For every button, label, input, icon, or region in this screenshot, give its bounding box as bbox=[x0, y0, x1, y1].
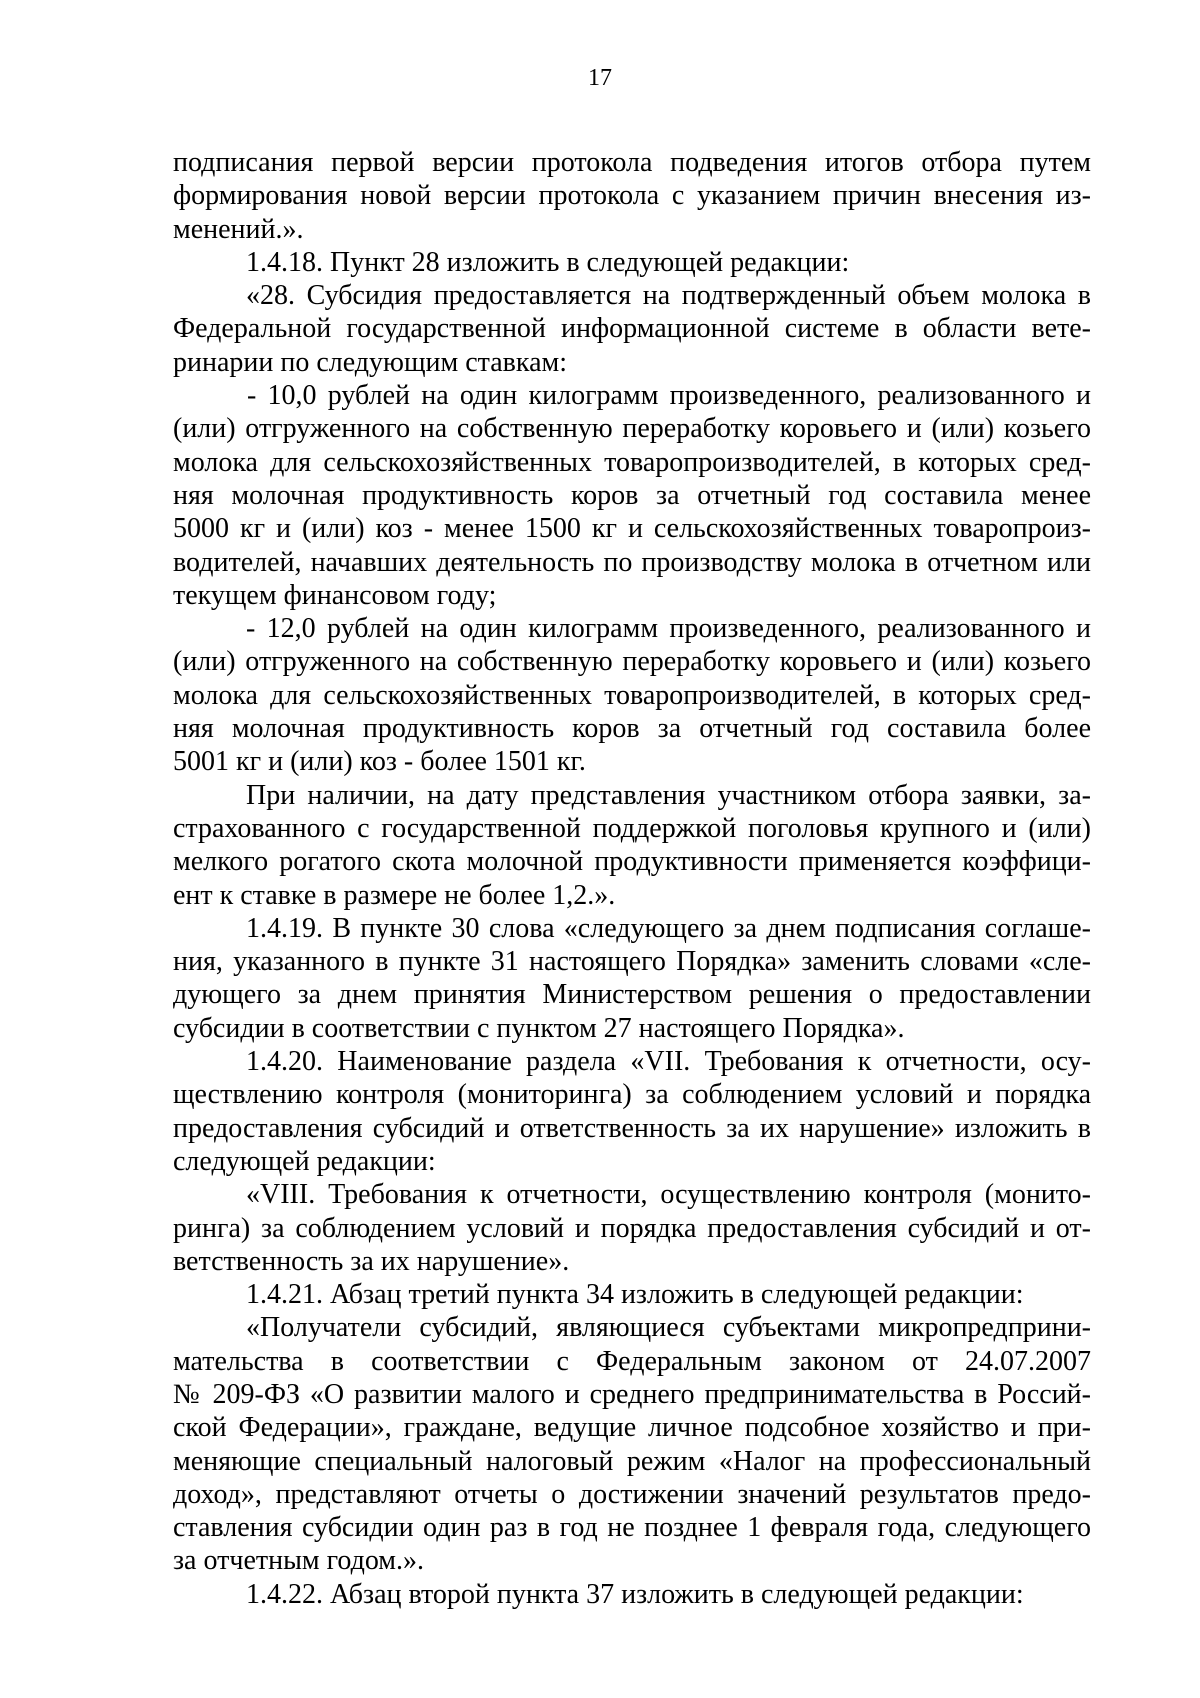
text-line: ент к ставке в размере не более 1,2.». bbox=[173, 879, 616, 911]
text-line: молока для сельскохозяйственных товаропроизводителей, в которых сред- bbox=[173, 679, 1091, 711]
text-line: ния, указанного в пункте 31 настоящего Порядка» заменить словами «сле- bbox=[173, 946, 1091, 978]
text-line: ществлению контроля (мониторинга) за соблюдением условий и порядка bbox=[173, 1079, 1091, 1111]
text-line: подписания первой версии протокола подведения итогов отбора путем bbox=[173, 147, 1091, 178]
text-line: предоставления субсидий и ответственность за их нарушение» изложить в bbox=[173, 1112, 1091, 1144]
text-line: - 12,0 рублей на один килограмм произведенного, реализованного и bbox=[246, 613, 1091, 645]
text-line: 1.4.21. Абзац третий пункта 34 изложить в следующей редакции: bbox=[246, 1279, 1024, 1311]
document-body bbox=[173, 146, 1091, 1611]
text-line: менений.». bbox=[173, 213, 304, 245]
text-line: ставления субсидии один раз в год не позднее 1 февраля года, следующего bbox=[173, 1512, 1091, 1544]
text-line: страхованного с государственной поддержкой поголовья крупного и (или) bbox=[173, 812, 1091, 844]
text-line: 5001 кг и (или) коз - более 1501 кг. bbox=[173, 746, 586, 778]
text-line: молока для сельскохозяйственных товаропроизводителей, в которых сред- bbox=[173, 446, 1091, 478]
text-line: «VIII. Требования к отчетности, осуществлению контроля (монито- bbox=[246, 1179, 1091, 1211]
text-line: 5000 кг и (или) коз - менее 1500 кг и сельскохозяйственных товаропроиз- bbox=[173, 513, 1091, 545]
text-line: следующей редакции: bbox=[173, 1145, 436, 1177]
text-line: текущем финансовом году; bbox=[173, 579, 497, 611]
text-line: формирования новой версии протокола с указанием причин внесения из- bbox=[173, 180, 1091, 212]
text-line: субсидии в соответствии с пунктом 27 настоящего Порядка». bbox=[173, 1012, 905, 1044]
text-line: 1.4.20. Наименование раздела «VII. Требования к отчетности, осу- bbox=[246, 1046, 1091, 1078]
text-line: меняющие специальный налоговый режим «Налог на профессиональный bbox=[173, 1445, 1091, 1477]
text-line: - 10,0 рублей на один килограмм произведенного, реализованного и bbox=[247, 380, 1091, 412]
text-line: мательства в соответствии с Федеральным законом от 24.07.2007 bbox=[173, 1345, 1091, 1377]
text-line: дующего за днем принятия Министерством решения о предоставлении bbox=[173, 979, 1091, 1011]
text-line: «Получатели субсидий, являющиеся субъектами микропредприни- bbox=[246, 1312, 1091, 1344]
text-line: ской Федерации», граждане, ведущие личное подсобное хозяйство и при- bbox=[173, 1412, 1091, 1444]
text-line: № 209-ФЗ «О развитии малого и среднего предпринимательства в Россий- bbox=[173, 1378, 1091, 1410]
text-line: «28. Субсидия предоставляется на подтвержденный объем молока в bbox=[246, 280, 1091, 312]
text-line: ринарии по следующим ставкам: bbox=[173, 346, 567, 378]
text-line: При наличии, на дату представления участником отбора заявки, за- bbox=[246, 779, 1091, 811]
text-line: за отчетным годом.». bbox=[173, 1545, 425, 1577]
text-line: доход», представляют отчеты о достижении значений результатов предо- bbox=[173, 1478, 1091, 1510]
text-line: Федеральной государственной информационной системе в области вете- bbox=[173, 313, 1091, 345]
text-line: (или) отгруженного на собственную переработку коровьего и (или) козьего bbox=[173, 413, 1091, 445]
text-line: водителей, начавших деятельность по производству молока в отчетном или bbox=[173, 546, 1091, 578]
text-line: няя молочная продуктивность коров за отчетный год составила менее bbox=[173, 479, 1091, 511]
text-line: 1.4.22. Абзац второй пункта 37 изложить в следующей редакции: bbox=[246, 1578, 1024, 1610]
text-line: ветственность за их нарушение». bbox=[173, 1245, 570, 1277]
text-line: 1.4.19. В пункте 30 слова «следующего за днем подписания соглаше- bbox=[246, 912, 1091, 944]
page-number: 17 bbox=[588, 65, 612, 91]
text-line: няя молочная продуктивность коров за отчетный год составила более bbox=[173, 713, 1091, 745]
text-line: ринга) за соблюдением условий и порядка предоставления субсидий и от- bbox=[173, 1212, 1091, 1244]
text-line: (или) отгруженного на собственную переработку коровьего и (или) козьего bbox=[173, 646, 1091, 678]
text-line: 1.4.18. Пункт 28 изложить в следующей редакции: bbox=[246, 246, 850, 278]
text-line: мелкого рогатого скота молочной продуктивности применяется коэффици- bbox=[173, 846, 1091, 878]
